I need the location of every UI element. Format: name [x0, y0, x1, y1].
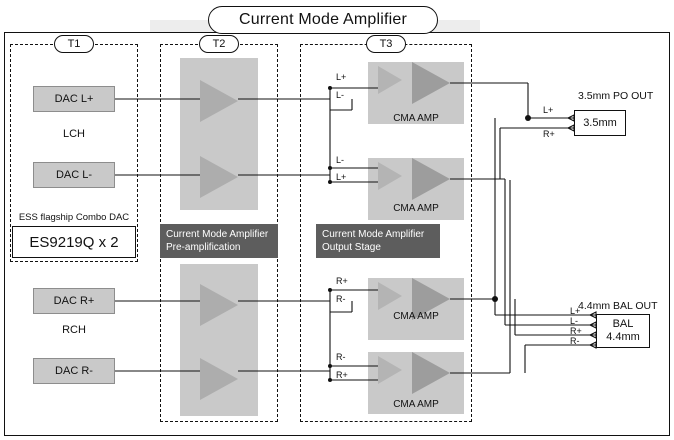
right-channel-label: RCH — [62, 324, 86, 336]
cma3-input-label-top: R+ — [336, 276, 348, 286]
bal-pin-label-2: L- — [570, 316, 579, 326]
bal-output-title: 4.4mm BAL OUT — [578, 300, 658, 312]
cma-amp-label-4: CMA AMP — [393, 399, 439, 410]
po-pin-label-1: L+ — [543, 105, 554, 115]
bal-box-line2: 4.4mm — [606, 331, 640, 343]
cma-amp-label-3: CMA AMP — [393, 311, 439, 322]
dac-part-number: ES9219Q x 2 — [12, 226, 136, 258]
caption-out-line2: Output Stage — [322, 242, 381, 253]
cma4-input-label-bottom: R+ — [336, 370, 348, 380]
cma4-input-label-top: R- — [336, 352, 346, 362]
dac-block-right-negative: DAC R- — [33, 358, 115, 384]
node-dot-t3-4 — [328, 288, 332, 292]
node-dot-t3-3 — [328, 180, 332, 184]
section-tag-t1: T1 — [54, 35, 94, 53]
diagram-title: Current Mode Amplifier — [208, 6, 438, 34]
node-dot-t3-2 — [328, 166, 332, 170]
dac-block-left-negative: DAC L- — [33, 162, 115, 188]
cma1-input-label-bottom: L- — [336, 90, 345, 100]
cma-amp-label-2: CMA AMP — [393, 203, 439, 214]
section-tag-t3: T3 — [366, 35, 406, 53]
dac-block-left-positive: DAC L+ — [33, 86, 115, 112]
po-pin-label-2: R+ — [543, 129, 555, 139]
cma2-input-label-bottom: L+ — [336, 172, 347, 182]
caption-pre-line2: Pre-amplification — [166, 242, 241, 253]
node-dot-po — [525, 115, 531, 121]
po-output-connector: 3.5mm — [574, 110, 626, 136]
node-dot-bal — [492, 296, 498, 302]
po-output-title: 3.5mm PO OUT — [578, 90, 654, 102]
dac-vendor-label: ESS flagship Combo DAC — [18, 211, 130, 223]
node-dot-t3-6 — [328, 378, 332, 382]
caption-pre-line1: Current Mode Amplifier — [166, 229, 269, 240]
left-channel-label: LCH — [62, 128, 85, 140]
bal-box-line1: BAL — [612, 318, 634, 330]
cma3-input-label-bottom: R- — [336, 294, 346, 304]
bal-pin-label-3: R+ — [570, 326, 582, 336]
cma-amp-label-1: CMA AMP — [393, 113, 439, 124]
cma2-input-label-top: L- — [336, 155, 345, 165]
caption-out-line1: Current Mode Amplifier — [322, 229, 425, 240]
node-dot-t3-5 — [328, 364, 332, 368]
cma1-input-label-top: L+ — [336, 72, 347, 82]
section-tag-t2: T2 — [199, 35, 239, 53]
bal-pin-label-4: R- — [570, 336, 580, 346]
dac-block-right-positive: DAC R+ — [33, 288, 115, 314]
bal-pin-label-1: L+ — [570, 306, 581, 316]
node-dot-t3-1 — [328, 86, 332, 90]
bal-output-connector — [596, 314, 650, 348]
